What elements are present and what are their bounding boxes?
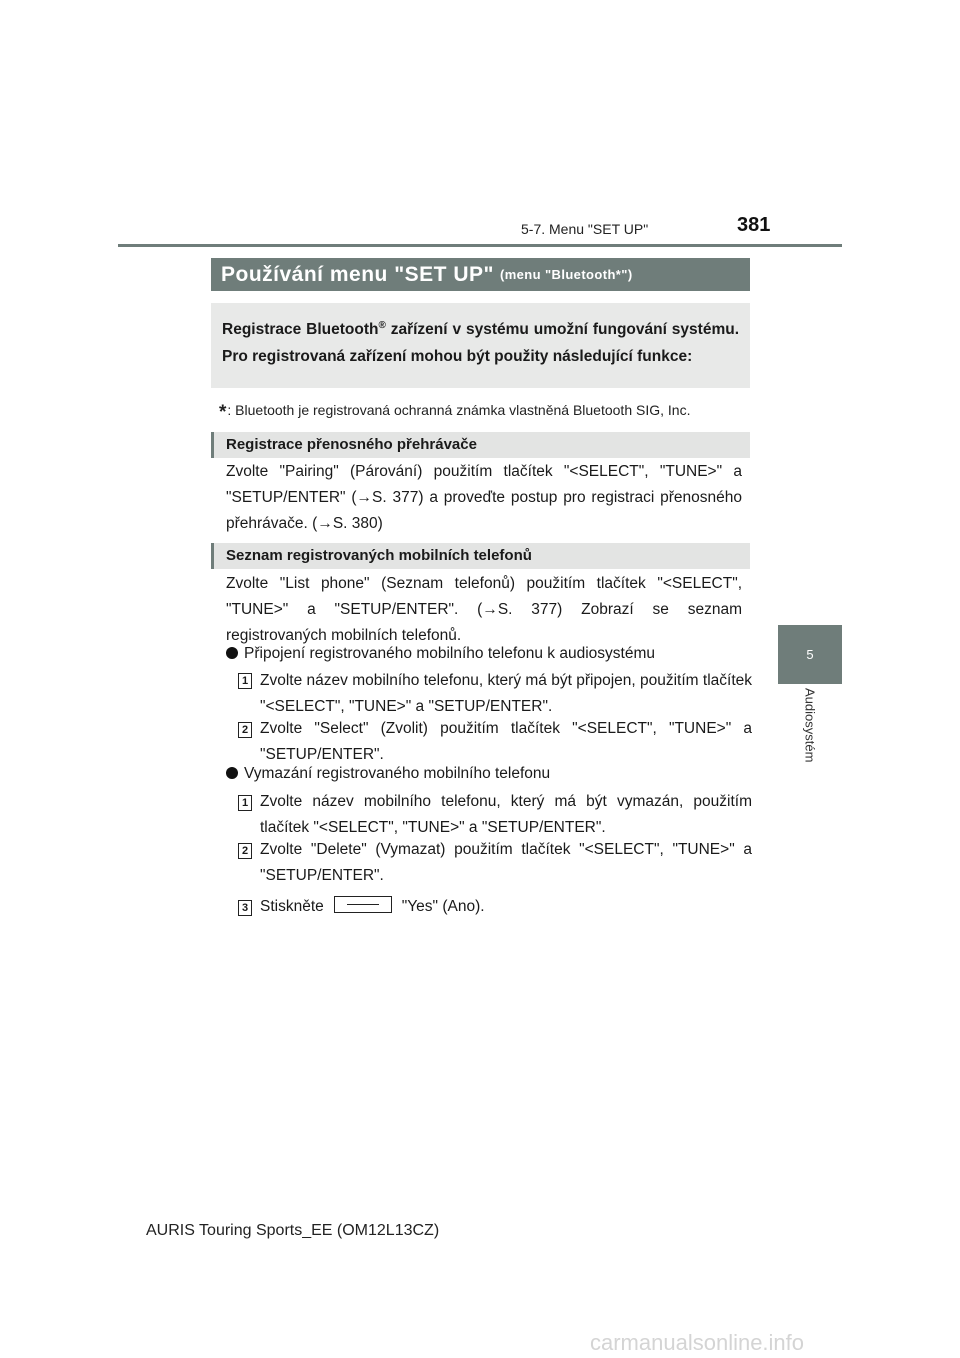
footer-model: AURIS Touring Sports_EE (OM12L13CZ)	[146, 1222, 440, 1239]
footnote	[219, 402, 690, 424]
header-rule	[118, 244, 842, 247]
section-heading-portable-player: Registrace přenosného přehrávače	[211, 432, 750, 458]
bullet-dot-icon	[226, 647, 238, 659]
intro-text-1: Registrace Bluetooth	[222, 321, 379, 339]
intro-text-2: zařízení v systému umožní fungování systému. Pro registrovaná zařízení mohou být použity následující funkce:	[222, 321, 739, 366]
bullet-label: Vymazání registrovaného mobilního telefonu	[244, 765, 551, 782]
back-key-icon	[334, 896, 392, 913]
step-number-badge: 2	[238, 843, 252, 859]
chapter-label	[778, 688, 842, 788]
chapter-tab	[778, 625, 842, 684]
bullet-label: Připojení registrovaného mobilního telefonu k audiosystému	[244, 645, 655, 662]
step-number-badge: 1	[238, 673, 252, 689]
step-text-before: Stiskněte	[260, 898, 324, 915]
page-title	[211, 258, 750, 291]
step-number-badge: 1	[238, 795, 252, 811]
section1-paragraph: Zvolte "Pairing" (Párování) použitím tlačítek "<SELECT", "TUNE>" a "SETUP/ENTER" (→S. 377) a proveďte postup pro registraci přenosného přehrávače. (→S. 380)	[226, 463, 742, 532]
section-heading-phone-list: Seznam registrovaných mobilních telefonů	[211, 543, 750, 569]
bullet-connect-phone	[226, 641, 742, 667]
step-text: Zvolte název mobilního telefonu, který má být vymazán, použitím tlačítek "<SELECT", "TUNE>" a "SETUP/ENTER".	[260, 793, 752, 836]
running-header-section: 5-7. Menu "SET UP"	[521, 221, 649, 237]
registered-mark: ®	[378, 320, 386, 331]
chapter-number: 5	[806, 647, 814, 662]
intro-box	[211, 303, 750, 388]
step-text: Zvolte "Delete" (Vymazat) použitím tlačítek "<SELECT", "TUNE>" a "SETUP/ENTER".	[260, 841, 752, 884]
step-text: Zvolte "Select" (Zvolit) použitím tlačítek "<SELECT", "TUNE>" a "SETUP/ENTER".	[260, 720, 752, 763]
step-text: Zvolte název mobilního telefonu, který má být připojen, použitím tlačítek "<SELECT", "TUNE>" a "SETUP/ENTER".	[260, 672, 752, 715]
step-number-badge: 2	[238, 722, 252, 738]
footnote-text: : Bluetooth je registrovaná ochranná známka vlastněná Bluetooth SIG, Inc.	[227, 402, 691, 418]
title-main: Používání menu "SET UP"	[221, 262, 494, 286]
step-number-badge: 3	[238, 900, 252, 916]
step-text-after: "Yes" (Ano).	[401, 898, 485, 915]
bullet-delete-phone	[226, 761, 742, 787]
title-sub: (menu "Bluetooth*")	[499, 267, 633, 282]
section2-paragraph: Zvolte "List phone" (Seznam telefonů) použitím tlačítek "<SELECT", "TUNE>" a "SETUP/ENTER". (→S. 377) Zobrazí se seznam registrovaných mobilních telefonů.	[226, 575, 742, 644]
page-number: 381	[737, 214, 771, 236]
footnote-star: *	[219, 402, 227, 423]
chapter-label-text: Audiosystém	[802, 688, 818, 763]
watermark: carmanualsonline.info	[590, 1330, 805, 1355]
bullet-dot-icon	[226, 767, 238, 779]
step-text	[260, 894, 752, 920]
